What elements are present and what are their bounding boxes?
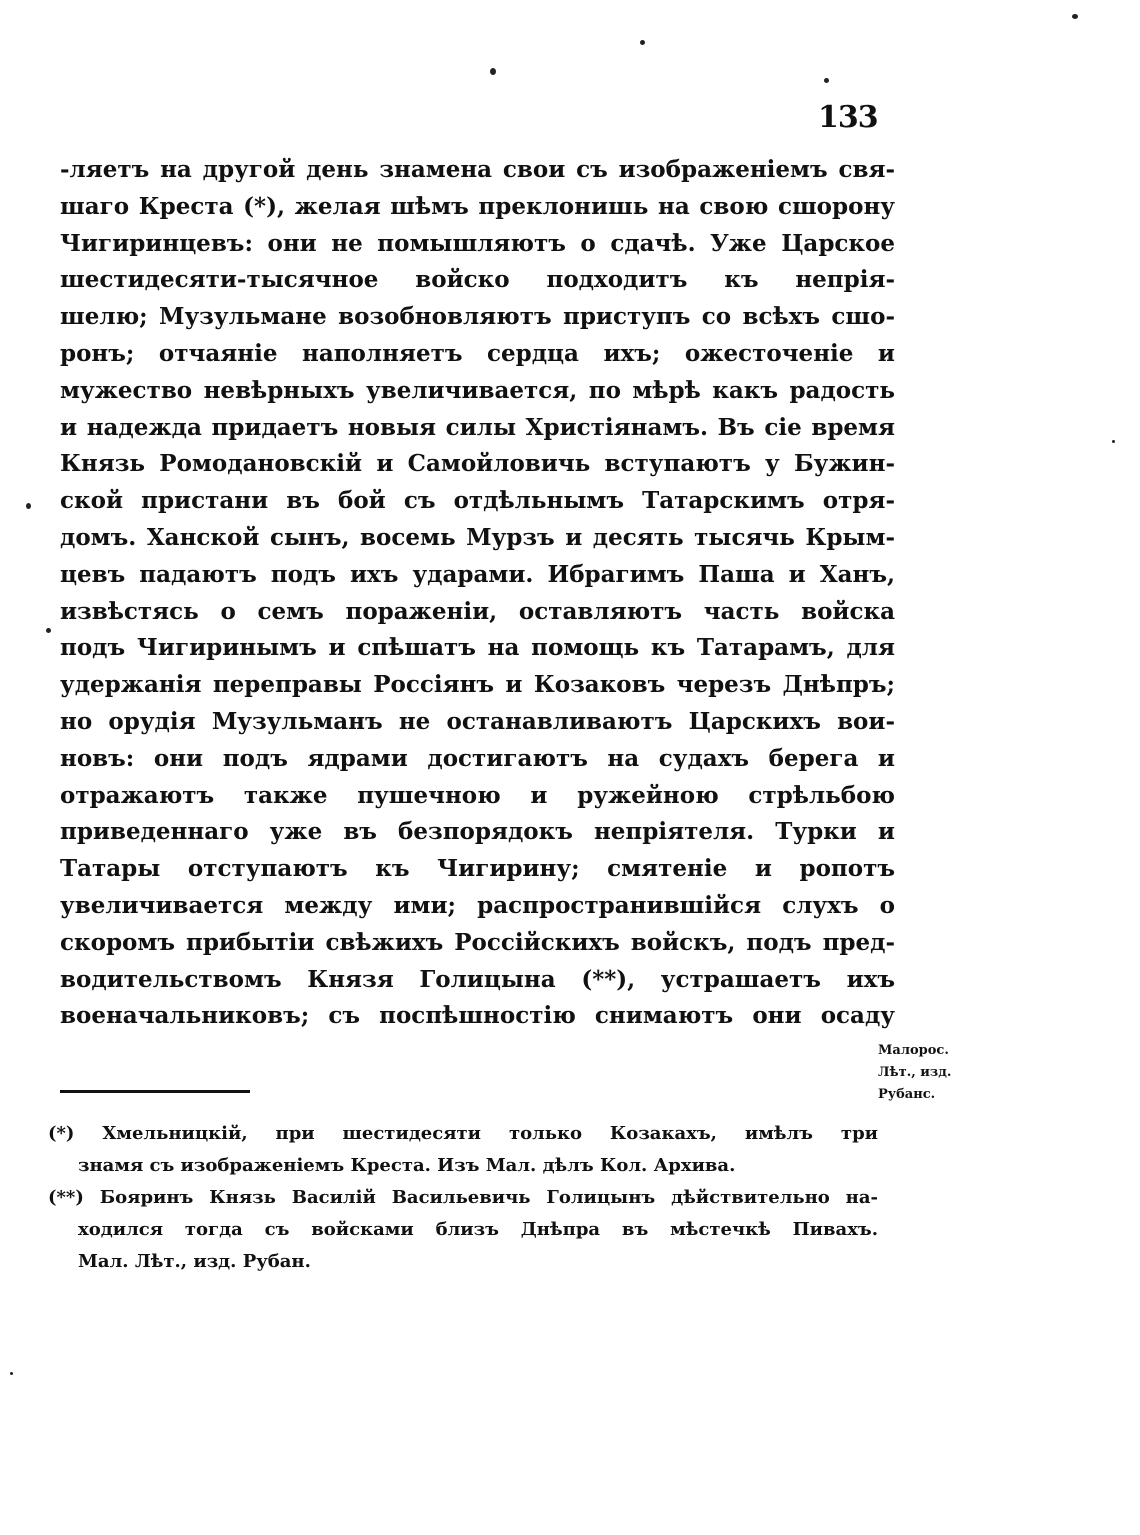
text-line: Татары отступаютъ къ Чигирину; смятеніе и ропотъ bbox=[60, 855, 895, 883]
scan-speck bbox=[1072, 14, 1078, 19]
footnote-divider bbox=[60, 1090, 250, 1093]
scan-speck bbox=[46, 628, 51, 633]
text-line: водительствомъ Князя Голицына (**), устрашаетъ ихъ bbox=[60, 965, 895, 993]
text-line: отражаютъ также пушечною и ружейною стрѣльбою bbox=[60, 781, 895, 809]
scan-speck bbox=[824, 78, 829, 83]
text-line: ронъ; отчаяніе наполняетъ сердца ихъ; ожесточеніе и bbox=[60, 339, 895, 367]
scan-speck bbox=[490, 68, 496, 75]
text-line: мужество невѣрныхъ увеличивается, по мѣрѣ какъ радость bbox=[60, 376, 895, 404]
footnotes bbox=[48, 1118, 878, 1278]
text-line: военачальниковъ; съ поспѣшностію снимаютъ они осаду bbox=[60, 1002, 895, 1030]
text-line: увеличивается между ими; распространившійся слухъ о bbox=[60, 891, 895, 919]
text-line: цевъ падаютъ подъ ихъ ударами. Ибрагимъ Паша и Ханъ, bbox=[60, 560, 895, 588]
text-line: и надежда придаетъ новыя силы Христіянамъ. Въ сіе время bbox=[60, 413, 895, 441]
main-text-block bbox=[60, 152, 895, 1035]
footnote-line: Мал. Лѣт., изд. Рубан. bbox=[78, 1251, 311, 1272]
text-line: домъ. Ханской сынъ, восемь Мурзъ и десять тысячь Крым- bbox=[60, 523, 895, 551]
text-line: шелю; Музульмане возобновляютъ приступъ со всѣхъ сшо- bbox=[60, 303, 895, 331]
text-line: удержанія переправы Россіянъ и Козаковъ черезъ Днѣпръ; bbox=[60, 671, 895, 699]
text-line: -ляетъ на другой день знамена свои съ изображеніемъ свя- bbox=[60, 156, 895, 183]
margin-note-line: Лѣт., изд. bbox=[878, 1065, 952, 1080]
text-line: извѣстясь о семъ пораженіи, оставляютъ часть войска bbox=[60, 597, 895, 625]
footnote-line: (**) Бояринъ Князь Василій Васильевичь Голицынъ дѣйствительно на- bbox=[48, 1187, 878, 1208]
text-line: подъ Чигиринымъ и спѣшатъ на помощь къ Татарамъ, для bbox=[60, 634, 895, 662]
footnote-line: ходился тогда съ войсками близъ Днѣпра въ мѣстечкѣ Пивахъ. bbox=[78, 1219, 878, 1240]
margin-note-line: Рубанс. bbox=[878, 1087, 936, 1102]
scan-speck bbox=[640, 40, 645, 45]
text-line: шаго Креста (*), желая шѣмъ преклонишь на свою сшорону bbox=[60, 192, 895, 220]
text-line: ской пристани въ бой съ отдѣльнымъ Татарскимъ отря- bbox=[60, 487, 895, 515]
text-line: но орудія Музульманъ не останавливаютъ Царскихъ вои- bbox=[60, 707, 895, 735]
text-line: новъ: они подъ ядрами достигаютъ на судахъ берега и bbox=[60, 744, 895, 772]
footnote-line: знамя съ изображеніемъ Креста. Изъ Мал. дѣлъ Кол. Архива. bbox=[78, 1155, 736, 1176]
page-number: 133 bbox=[818, 100, 878, 135]
scan-speck bbox=[10, 1372, 13, 1375]
text-line: приведеннаго уже въ безпорядокъ непріятеля. Турки и bbox=[60, 818, 895, 846]
margin-note-line: Малорос. bbox=[878, 1043, 949, 1058]
footnote-line: (*) Хмельницкій, при шестидесяти только Козакахъ, имѣлъ три bbox=[48, 1123, 878, 1144]
text-line: Князь Ромодановскій и Самойловичь вступаютъ у Бужин- bbox=[60, 450, 895, 478]
margin-note bbox=[878, 1040, 988, 1106]
scan-speck bbox=[26, 503, 31, 509]
text-line: шестидесяти-тысячное войско подходитъ къ непрія- bbox=[60, 266, 895, 294]
scan-speck bbox=[1112, 440, 1115, 443]
text-line: Чигиринцевъ: они не помышляютъ о сдачѣ. Уже Царское bbox=[60, 229, 895, 257]
text-line: скоромъ прибытіи свѣжихъ Россійскихъ войскъ, подъ пред- bbox=[60, 928, 895, 956]
